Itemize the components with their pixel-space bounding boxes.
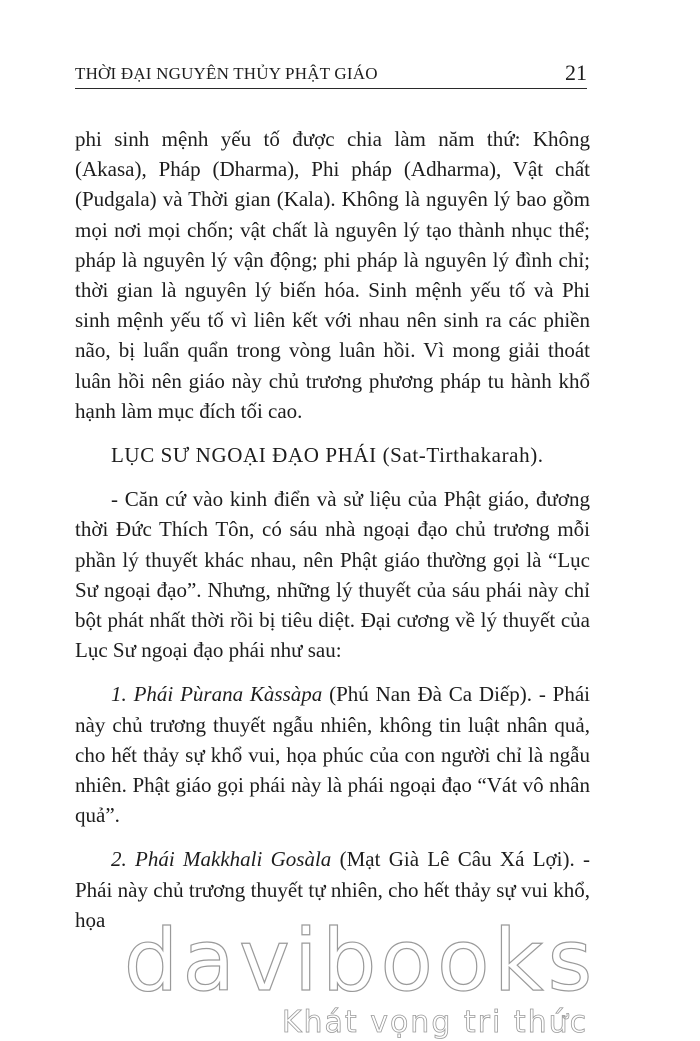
paragraph-school-1	[75, 679, 590, 830]
page-number: 21	[565, 60, 587, 85]
school-1-name: 1. Phái Pùrana Kàssàpa	[111, 682, 323, 707]
running-header-title: THỜI ĐẠI NGUYÊN THỦY PHẬT GIÁO	[75, 64, 378, 83]
paragraph-intro: - Căn cứ vào kinh điển và sử liệu của Phật giáo, đương thời Đức Thích Tôn, có sáu nhà ngoại đạo chủ trương mỗi phần lý thuyết khác nhau, nên Phật giáo thường gọi là “Lục Sư ngoại đạo”. Nhưng, những lý thuyết của sáu phái này chỉ bột phát nhất thời rồi bị tiêu diệt. Đại cương về lý thuyết của Lục Sư ngoại đạo phái như sau:	[75, 487, 590, 663]
watermark-logo: davibooks	[123, 911, 597, 1011]
section-heading: LỤC SƯ NGOẠI ĐẠO PHÁI (Sat-Tirthakarah).	[111, 443, 544, 468]
school-2-text: (Mạt Già Lê Câu Xá Lợi). - Phái này chủ trương thuyết tự nhiên, cho hết thảy sự vui khổ, họa	[75, 847, 591, 932]
school-2-name: 2. Phái Makkhali Gosàla	[111, 847, 332, 872]
body-text	[75, 124, 590, 935]
school-1-text: (Phú Nan Đà Ca Diếp). - Phái này chủ trương thuyết ngẫu nhiên, không tin luật nhân quả, cho hết thảy sự khổ vui, họa phúc của con người chỉ là ngẫu nhiên. Phật giáo gọi phái này là phái ngoại đạo “Vát vô nhân quả”.	[75, 682, 590, 828]
running-header	[75, 58, 587, 88]
paragraph-continuation: phi sinh mệnh yếu tố được chia làm năm thứ: Không (Akasa), Pháp (Dharma), Phi pháp (Adharma), Vật chất (Pudgala) và Thời gian (Kala). Không là nguyên lý bao gồm mọi nơi mọi chốn; vật chất là nguyên lý tạo thành nhục thể; pháp là nguyên lý vận động; phi pháp là nguyên lý đình chỉ; thời gian là nguyên lý biến hóa. Sinh mệnh yếu tố và Phi sinh mệnh yếu tố vì liên kết với nhau nên sinh ra các phiền não, bị luẩn quẩn trong vòng luân hồi. Vì mong giải thoát luân hồi nên giáo này chủ trương phương pháp tu hành khổ hạnh làm mục đích tối cao.	[75, 127, 590, 423]
paragraph-school-2	[75, 844, 590, 935]
watermark-tagline: Khát vọng tri thức	[281, 1005, 589, 1040]
publisher-watermark	[0, 911, 700, 1040]
header-divider	[75, 88, 587, 89]
